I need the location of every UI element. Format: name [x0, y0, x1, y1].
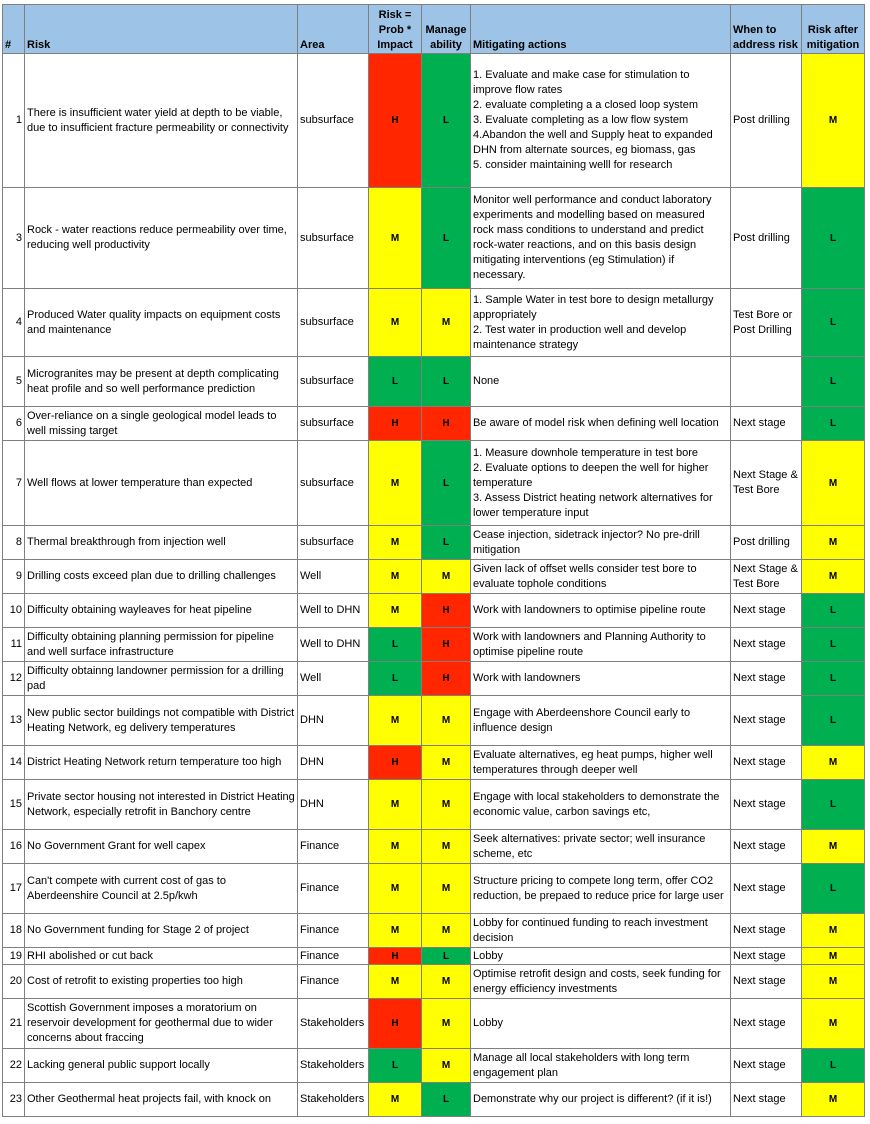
table-row [3, 830, 865, 864]
risk-score-badge: M [369, 526, 422, 560]
header-manageability-line: ability [430, 39, 462, 51]
risk-after-badge: L [802, 407, 865, 441]
manageability-badge: L [422, 948, 471, 965]
risk-description: No Government Grant for well capex [25, 830, 298, 864]
risk-number: 14 [3, 746, 25, 780]
mitigating-actions [471, 407, 731, 441]
risk-area: Well to DHN [298, 628, 369, 662]
header-when-line: When to [733, 24, 777, 36]
mitigating-actions [471, 54, 731, 188]
risk-area: subsurface [298, 526, 369, 560]
risk-area: Finance [298, 830, 369, 864]
risk-after-badge: L [802, 594, 865, 628]
risk-score-badge: M [369, 780, 422, 830]
risk-register-table [2, 4, 865, 1117]
risk-description: District Heating Network return temperature too high [25, 746, 298, 780]
manageability-badge: L [422, 1083, 471, 1117]
mitigating-action-line: 1. Sample Water in test bore to design metallurgy appropriately [473, 293, 714, 321]
address-timing: Next stage [731, 628, 802, 662]
mitigating-actions [471, 357, 731, 407]
risk-number: 8 [3, 526, 25, 560]
risk-number: 1 [3, 54, 25, 188]
risk-area: Well [298, 662, 369, 696]
manageability-badge: M [422, 830, 471, 864]
risk-number: 23 [3, 1083, 25, 1117]
header-number: # [3, 5, 25, 54]
risk-after-badge: M [802, 560, 865, 594]
table-row [3, 965, 865, 999]
manageability-badge: M [422, 746, 471, 780]
risk-area: DHN [298, 780, 369, 830]
table-row [3, 54, 865, 188]
header-risk-after-line: mitigation [806, 39, 860, 51]
risk-number: 6 [3, 407, 25, 441]
risk-score-badge: H [369, 999, 422, 1049]
risk-description: Private sector housing not interested in District Heating Network, especially retrofit in Banchory centre [25, 780, 298, 830]
manageability-badge: L [422, 526, 471, 560]
risk-description: Over-reliance on a single geological model leads to well missing target [25, 407, 298, 441]
risk-after-badge: L [802, 1049, 865, 1083]
risk-area: subsurface [298, 441, 369, 526]
table-row [3, 289, 865, 357]
mitigating-action-line: Lobby for continued funding to reach investment decision [473, 916, 708, 944]
risk-area: Finance [298, 948, 369, 965]
address-timing: Next stage [731, 830, 802, 864]
risk-description: Microgranites may be present at depth complicating heat profile and so well performance prediction [25, 357, 298, 407]
mitigating-actions [471, 746, 731, 780]
risk-description: No Government funding for Stage 2 of project [25, 914, 298, 948]
manageability-badge: M [422, 1049, 471, 1083]
risk-after-badge: M [802, 914, 865, 948]
header-mitigating-actions: Mitigating actions [471, 5, 731, 54]
table-row [3, 628, 865, 662]
mitigating-action-line: 3. Evaluate completing as a low flow system [473, 114, 689, 126]
risk-description: New public sector buildings not compatible with District Heating Network, eg delivery temperatures [25, 696, 298, 746]
risk-area: Finance [298, 864, 369, 914]
table-row [3, 914, 865, 948]
mitigating-actions [471, 628, 731, 662]
risk-number: 4 [3, 289, 25, 357]
risk-description: Other Geothermal heat projects fail, with knock on [25, 1083, 298, 1117]
mitigating-actions [471, 1083, 731, 1117]
header-risk-after [802, 5, 865, 54]
risk-number: 17 [3, 864, 25, 914]
risk-score-badge: M [369, 696, 422, 746]
address-timing: Next stage [731, 999, 802, 1049]
risk-score-badge: M [369, 864, 422, 914]
address-timing [731, 357, 802, 407]
risk-after-badge: L [802, 188, 865, 289]
manageability-badge: M [422, 780, 471, 830]
manageability-badge: M [422, 965, 471, 999]
manageability-badge: M [422, 999, 471, 1049]
risk-number: 7 [3, 441, 25, 526]
manageability-badge: M [422, 696, 471, 746]
address-timing: Next stage [731, 864, 802, 914]
risk-area: DHN [298, 746, 369, 780]
table-row [3, 188, 865, 289]
mitigating-action-line: None [473, 375, 500, 387]
risk-number: 16 [3, 830, 25, 864]
address-timing: Next stage [731, 407, 802, 441]
address-timing: Next stage [731, 1049, 802, 1083]
risk-score-badge: H [369, 746, 422, 780]
risk-area: subsurface [298, 289, 369, 357]
mitigating-actions [471, 948, 731, 965]
header-when-line: address risk [733, 39, 798, 51]
risk-description: Thermal breakthrough from injection well [25, 526, 298, 560]
table-row [3, 696, 865, 746]
risk-score-badge: H [369, 54, 422, 188]
risk-after-badge: M [802, 830, 865, 864]
risk-after-badge: L [802, 357, 865, 407]
risk-number: 5 [3, 357, 25, 407]
mitigating-action-line: Engage with Aberdeenshore Council early to influence design [473, 706, 691, 734]
manageability-badge: L [422, 441, 471, 526]
manageability-badge: H [422, 662, 471, 696]
table-row [3, 746, 865, 780]
mitigating-actions [471, 965, 731, 999]
risk-description: Well flows at lower temperature than expected [25, 441, 298, 526]
risk-description: Difficulty obtaining wayleaves for heat pipeline [25, 594, 298, 628]
table-row [3, 407, 865, 441]
mitigating-actions [471, 1049, 731, 1083]
risk-number: 21 [3, 999, 25, 1049]
mitigating-action-line: Engage with local stakeholders to demonstrate the economic value, carbon savings etc, [473, 790, 720, 818]
table-row [3, 864, 865, 914]
risk-score-badge: M [369, 1083, 422, 1117]
risk-number: 9 [3, 560, 25, 594]
risk-area: subsurface [298, 357, 369, 407]
address-timing: Next stage [731, 780, 802, 830]
header-when-to-address [731, 5, 802, 54]
risk-score-badge: M [369, 914, 422, 948]
mitigating-action-line: Demonstrate why our project is different? (if it is!) [473, 1093, 712, 1105]
table-row [3, 780, 865, 830]
mitigating-action-line: Given lack of offset wells consider test bore to evaluate tophole conditions [473, 562, 697, 590]
risk-description: Difficulty obtaining planning permission for pipeline and well surface infrastructure [25, 628, 298, 662]
risk-number: 11 [3, 628, 25, 662]
risk-score-badge: M [369, 560, 422, 594]
mitigating-actions [471, 662, 731, 696]
mitigating-action-line: 5. consider maintaining welll for research [473, 159, 673, 171]
mitigating-action-line: Monitor well performance and conduct laboratory experiments and modelling based on measured rock mass conditions to understand and predict rock-water reactions, and on this basis design mitigating interventions (eg Stimulation) if necessary. [473, 194, 712, 281]
risk-description: Scottish Government imposes a moratorium on reservoir development for geothermal due to wider concerns about fraccing [25, 999, 298, 1049]
table-row [3, 526, 865, 560]
header-area: Area [298, 5, 369, 54]
risk-score-badge: M [369, 594, 422, 628]
risk-score-badge: M [369, 965, 422, 999]
header-manageability-line: Manage [425, 24, 467, 36]
mitigating-actions [471, 914, 731, 948]
manageability-badge: H [422, 628, 471, 662]
risk-after-badge: L [802, 780, 865, 830]
mitigating-actions [471, 696, 731, 746]
manageability-badge: M [422, 864, 471, 914]
table-row [3, 594, 865, 628]
risk-after-badge: L [802, 289, 865, 357]
risk-score-badge: M [369, 188, 422, 289]
risk-number: 19 [3, 948, 25, 965]
risk-description: Drilling costs exceed plan due to drilling challenges [25, 560, 298, 594]
mitigating-action-line: 1. Evaluate and make case for stimulation to improve flow rates [473, 69, 690, 96]
mitigating-action-line: Structure pricing to compete long term, offer CO2 reduction, be prepaed to reduce price for large user [473, 874, 724, 902]
mitigating-action-line: Work with landowners to optimise pipeline route [473, 604, 706, 616]
risk-after-badge: M [802, 54, 865, 188]
mitigating-action-line: 2. Test water in production well and develop maintenance strategy [473, 323, 687, 351]
manageability-badge: L [422, 357, 471, 407]
risk-description: Produced Water quality impacts on equipment costs and maintenance [25, 289, 298, 357]
address-timing: Test Bore or Post Drilling [731, 289, 802, 357]
risk-score-badge: H [369, 948, 422, 965]
address-timing: Post drilling [731, 526, 802, 560]
risk-description: Rock - water reactions reduce permeability over time, reducing well productivity [25, 188, 298, 289]
risk-number: 10 [3, 594, 25, 628]
address-timing: Next stage [731, 965, 802, 999]
mitigating-action-line: Be aware of model risk when defining well location [473, 417, 719, 429]
risk-score-badge: H [369, 407, 422, 441]
risk-area: Finance [298, 965, 369, 999]
risk-description: Can't compete with current cost of gas to Aberdeenshire Council at 2.5p/kwh [25, 864, 298, 914]
mitigating-action-line: Seek alternatives: private sector; well insurance scheme, etc [473, 832, 706, 860]
risk-area: Stakeholders [298, 1083, 369, 1117]
risk-area: Well [298, 560, 369, 594]
mitigating-actions [471, 864, 731, 914]
risk-number: 15 [3, 780, 25, 830]
table-row [3, 1083, 865, 1117]
risk-area: Stakeholders [298, 999, 369, 1049]
risk-rows [3, 54, 865, 1117]
manageability-badge: M [422, 289, 471, 357]
mitigating-actions [471, 830, 731, 864]
table-row [3, 560, 865, 594]
header-risk-score-line: Prob * [378, 24, 412, 36]
risk-score-badge: M [369, 830, 422, 864]
address-timing: Post drilling [731, 54, 802, 188]
mitigating-actions [471, 999, 731, 1049]
mitigating-action-line: 2. evaluate completing a a closed loop system [473, 99, 699, 111]
mitigating-action-line: Evaluate alternatives, eg heat pumps, higher well temperatures through deeper well [473, 748, 713, 776]
risk-after-badge: M [802, 999, 865, 1049]
risk-description: Cost of retrofit to existing properties too high [25, 965, 298, 999]
mitigating-action-line: Manage all local stakeholders with long term engagement plan [473, 1051, 690, 1079]
mitigating-actions [471, 594, 731, 628]
mitigating-action-line: 2. Evaluate options to deepen the well for higher temperature [473, 461, 709, 489]
mitigating-action-line: Lobby [473, 1017, 503, 1029]
mitigating-action-line: 4.Abandon the well and Supply heat to expanded DHN from alternate sources, eg biomass, gas [473, 129, 713, 156]
risk-after-badge: L [802, 662, 865, 696]
address-timing: Next stage [731, 1083, 802, 1117]
header-risk-score-line: Impact [377, 39, 413, 51]
risk-area: subsurface [298, 54, 369, 188]
address-timing: Next stage [731, 594, 802, 628]
table-row [3, 1049, 865, 1083]
mitigating-actions [471, 441, 731, 526]
risk-score-badge: L [369, 357, 422, 407]
mitigating-action-line: Cease injection, sidetrack injector? No pre-drill mitigation [473, 528, 700, 556]
risk-after-badge: M [802, 441, 865, 526]
risk-after-badge: M [802, 965, 865, 999]
risk-after-badge: M [802, 1083, 865, 1117]
risk-area: Stakeholders [298, 1049, 369, 1083]
header-risk: Risk [25, 5, 298, 54]
mitigating-actions [471, 526, 731, 560]
risk-after-badge: L [802, 864, 865, 914]
header-manageability [422, 5, 471, 54]
risk-score-badge: L [369, 628, 422, 662]
risk-score-badge: M [369, 289, 422, 357]
risk-after-badge: M [802, 948, 865, 965]
address-timing: Next Stage & Test Bore [731, 560, 802, 594]
risk-after-badge: M [802, 526, 865, 560]
risk-number: 12 [3, 662, 25, 696]
address-timing: Next Stage & Test Bore [731, 441, 802, 526]
risk-score-badge: M [369, 441, 422, 526]
risk-description: Difficulty obtainng landowner permission for a drilling pad [25, 662, 298, 696]
table-row [3, 357, 865, 407]
manageability-badge: M [422, 914, 471, 948]
address-timing: Next stage [731, 662, 802, 696]
manageability-badge: M [422, 560, 471, 594]
header-risk-after-line: Risk after [807, 24, 859, 36]
header-risk-score-line: Risk = [378, 9, 412, 21]
risk-score-badge: L [369, 1049, 422, 1083]
risk-score-badge: L [369, 662, 422, 696]
risk-number: 18 [3, 914, 25, 948]
address-timing: Next stage [731, 914, 802, 948]
risk-number: 13 [3, 696, 25, 746]
mitigating-action-line: 3. Assess District heating network alternatives for lower temperature input [473, 491, 713, 519]
manageability-badge: H [422, 407, 471, 441]
manageability-badge: H [422, 594, 471, 628]
table-row [3, 999, 865, 1049]
address-timing: Post drilling [731, 188, 802, 289]
mitigating-action-line: Lobby [473, 949, 503, 962]
header-risk-score [369, 5, 422, 54]
risk-after-badge: L [802, 628, 865, 662]
mitigating-action-line: 1. Measure downhole temperature in test bore [473, 446, 699, 459]
risk-number: 22 [3, 1049, 25, 1083]
mitigating-action-line: Work with landowners [473, 672, 581, 684]
table-row [3, 441, 865, 526]
risk-description: Lacking general public support locally [25, 1049, 298, 1083]
manageability-badge: L [422, 188, 471, 289]
mitigating-action-line: Optimise retrofit design and costs, seek funding for energy efficiency investments [473, 967, 721, 995]
table-row [3, 948, 865, 965]
risk-number: 3 [3, 188, 25, 289]
risk-description: RHI abolished or cut back [25, 948, 298, 965]
risk-number: 20 [3, 965, 25, 999]
risk-after-badge: L [802, 696, 865, 746]
mitigating-action-line: Work with landowners and Planning Authority to optimise pipeline route [473, 630, 706, 658]
risk-after-badge: M [802, 746, 865, 780]
manageability-badge: L [422, 54, 471, 188]
risk-description: There is insufficient water yield at depth to be viable, due to insufficient fracture permeability or connectivity [25, 54, 298, 188]
risk-area: Finance [298, 914, 369, 948]
risk-area: Well to DHN [298, 594, 369, 628]
address-timing: Next stage [731, 948, 802, 965]
table-row [3, 662, 865, 696]
address-timing: Next stage [731, 746, 802, 780]
risk-area: subsurface [298, 188, 369, 289]
risk-area: subsurface [298, 407, 369, 441]
mitigating-actions [471, 780, 731, 830]
header-row [3, 5, 865, 54]
address-timing: Next stage [731, 696, 802, 746]
risk-area: DHN [298, 696, 369, 746]
mitigating-actions [471, 289, 731, 357]
mitigating-actions [471, 188, 731, 289]
mitigating-actions [471, 560, 731, 594]
